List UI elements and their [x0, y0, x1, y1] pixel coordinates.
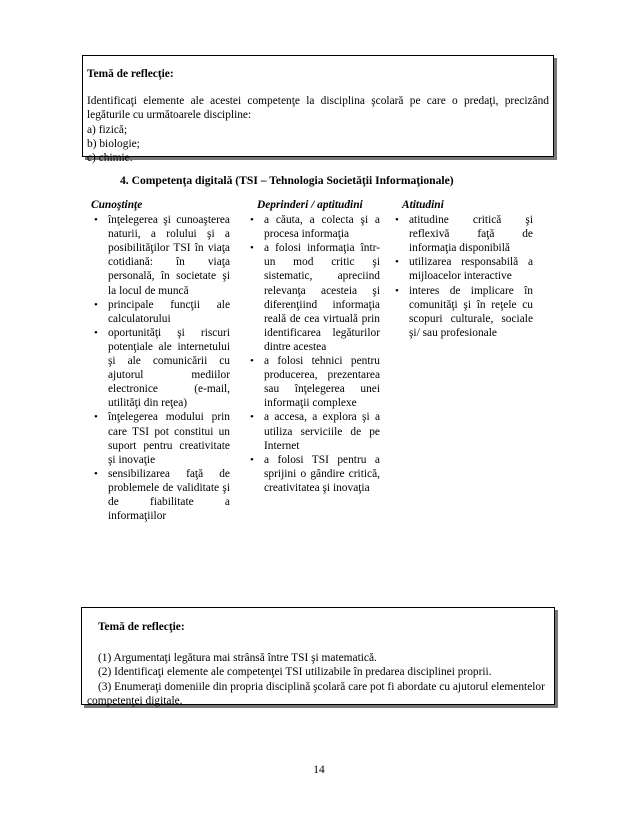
- bullet-icon: •: [94, 411, 98, 424]
- column-heading: Cunoştinţe: [91, 199, 143, 211]
- bullet-icon: •: [250, 242, 254, 255]
- list-item-text: a folosi informaţia într-un mod critic şi sistematic, apreciind relevanţa acesteia şi diferenţiind informaţia reală de cea virtuală prin identificarea legăturilor dintre acestea: [264, 242, 380, 353]
- reflection-box-bottom: [81, 607, 555, 705]
- reflection-item: c) chimie.: [87, 152, 133, 165]
- list-item: [391, 284, 533, 340]
- reflection-question: (1) Argumentaţi legătura mai strânsă între TSI şi matematică.: [98, 652, 377, 665]
- bullet-list: [391, 213, 533, 340]
- page-number: 14: [313, 764, 325, 776]
- list-item-text: atitudine critică şi reflexivă faţă de informaţia disponibilă: [409, 214, 533, 255]
- column-heading: Deprinderi / aptitudini: [257, 199, 363, 211]
- bullet-icon: •: [94, 214, 98, 227]
- list-item-text: principale funcţii ale calculatorului: [108, 298, 230, 325]
- list-item: [246, 354, 380, 410]
- reflection-item: a) fizică;: [87, 123, 128, 136]
- list-item-text: înţelegerea modului prin care TSI pot constitui un suport pentru creativitate şi inovaţie: [108, 411, 230, 466]
- list-item-text: sensibilizarea faţă de problemele de validitate şi de fiabilitate a informaţiilor: [108, 467, 230, 523]
- bullet-list: [246, 213, 380, 495]
- bullet-icon: •: [395, 284, 399, 297]
- bullet-icon: •: [250, 411, 254, 424]
- bullet-icon: •: [250, 355, 254, 368]
- list-item-text: a folosi TSI pentru a sprijini o gândire critică, creativitatea şi inovaţia: [264, 453, 380, 494]
- bullet-icon: •: [94, 326, 98, 339]
- reflection-box-top: [82, 55, 554, 165]
- list-item: [246, 213, 380, 241]
- list-item: [246, 453, 380, 495]
- list-item: [391, 213, 533, 255]
- list-item: [246, 241, 380, 354]
- column-atitudini: [391, 198, 533, 340]
- list-item: [90, 410, 230, 466]
- list-item-text: oportunităţi şi riscuri potenţiale ale internetului şi ale comunicării cu ajutorul mediilor electronice (e-mail, utilităţi din reţea): [108, 326, 230, 410]
- list-item-text: a folosi tehnici pentru producerea, prezentarea sau înţelegerea unei informaţii complexe: [264, 355, 380, 410]
- reflection-question: (2) Identificaţi elemente ale competenţei TSI utilizabile în predarea disciplinei proprii.: [98, 666, 492, 679]
- list-item-text: înţelegerea şi cunoaşterea naturii, a rolului şi a posibilităţilor TSI în viaţa cotidiană: în viaţa personală, în societate şi la locul de muncă: [108, 214, 230, 297]
- bullet-icon: •: [94, 467, 98, 480]
- bullet-icon: •: [395, 256, 399, 269]
- list-item: [90, 326, 230, 411]
- bullet-icon: •: [250, 214, 254, 227]
- reflection-paragraph: Identificaţi elemente ale acestei competenţe la disciplina şcolară pe care o predaţi, precizând legăturile cu următoarele discipline:: [87, 95, 549, 122]
- bullet-list: [90, 213, 230, 523]
- list-item-text: interes de implicare în comunităţi şi în reţele cu scopuri culturale, sociale şi/ sau profesionale: [409, 284, 533, 339]
- section-heading: 4. Competenţa digitală (TSI – Tehnologia Societăţii Informaţionale): [120, 174, 454, 187]
- reflection-title: Temă de reflecţie:: [87, 68, 174, 80]
- reflection-question: (3) Enumeraţi domeniile din propria disciplină şcolară care pot fi abordate cu ajutorul elementelor competenţei digitale.: [87, 680, 545, 707]
- list-item-text: utilizarea responsabilă a mijloacelor interactive: [409, 256, 533, 283]
- bullet-icon: •: [395, 214, 399, 227]
- list-item: [90, 467, 230, 523]
- list-item: [391, 255, 533, 283]
- column-deprinderi: [246, 198, 380, 495]
- column-heading: Atitudini: [402, 199, 444, 211]
- list-item-text: a accesa, a explora şi a utiliza serviciile de pe Internet: [264, 411, 380, 452]
- column-cunostinte: [90, 198, 230, 523]
- list-item: [90, 213, 230, 298]
- list-item-text: a căuta, a colecta şi a procesa informaţia: [264, 214, 380, 241]
- reflection-title: Temă de reflecţie:: [98, 621, 185, 633]
- list-item: [90, 298, 230, 326]
- bullet-icon: •: [250, 453, 254, 466]
- list-item: [246, 410, 380, 452]
- reflection-item: b) biologie;: [87, 137, 140, 150]
- bullet-icon: •: [94, 298, 98, 311]
